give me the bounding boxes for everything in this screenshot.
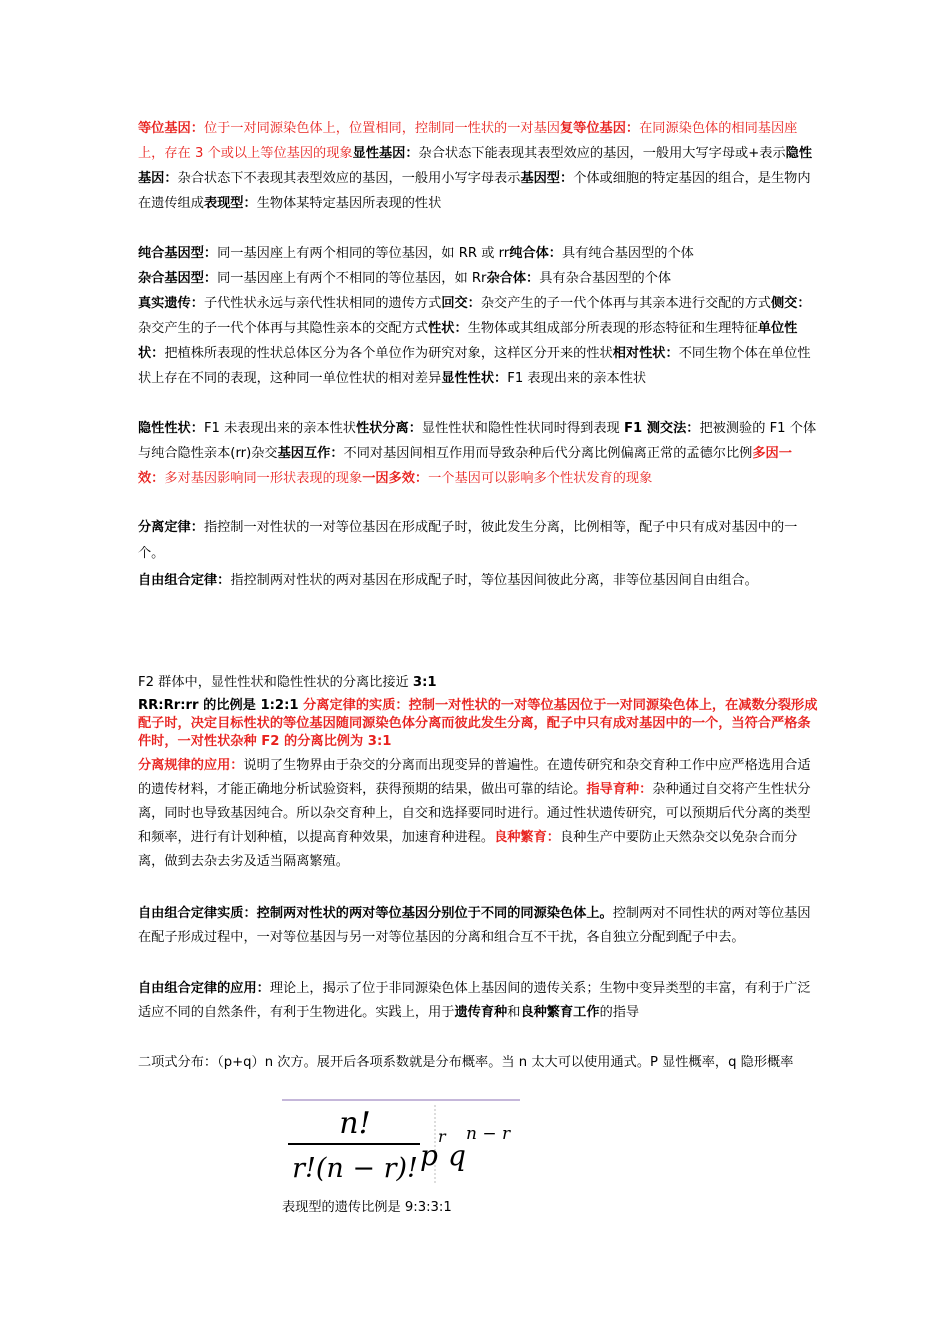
- bold-term: 良种繁育：: [494, 830, 560, 845]
- bold-term: 多因一效：: [138, 446, 792, 486]
- bold-term: 隐性基因：: [138, 146, 813, 186]
- text-run: 指控制两对性状的两对基因在形成配子时，等位基因间彼此分离，非等位基因间自由组合。: [230, 573, 758, 588]
- bold-term: 3:1: [412, 675, 437, 690]
- bold-term: 分离规律的应用：: [138, 758, 244, 773]
- text-run: 具有纯合基因型的个体: [561, 246, 694, 261]
- bold-term: 回交：: [441, 296, 481, 311]
- bold-term: 一因多效：: [362, 471, 429, 486]
- text-run: 子代性状永远与亲代性状相同的遗传方式: [203, 296, 442, 311]
- text-run: 在同源染色体的相同基因座上，存在 3 个或以上等位基因的现象: [138, 121, 798, 161]
- formula-q: q: [448, 1139, 466, 1172]
- formula-denominator: r!(n − r)!: [292, 1153, 418, 1184]
- paragraph-law-of-segregation: [138, 515, 818, 567]
- formula-p: p: [420, 1139, 438, 1172]
- text-run: 理论上，揭示了位于非同源染色体上基因间的遗传关系；生物中变异类型的丰富，有利于广泛适应不同的自然条件，有利于生物进化。实践上，用于: [138, 981, 811, 1020]
- text-run: 同一基因座上有两个不相同的等位基因，如 Rr: [217, 271, 487, 286]
- paragraph-law-of-independent-assortment: [138, 568, 818, 594]
- text-run: 位于一对同源染色体上，位置相同，控制同一性状的一对基因: [203, 121, 560, 136]
- paragraph-trait-definitions: [138, 291, 818, 391]
- text-run: 把被测验的 F1 个体与纯合隐性亲本(rr)杂交: [138, 421, 817, 461]
- text-run: 说明了生物界由于杂交的分离而出现变异的普遍性。在遗传研究和杂交育种工作中应严格选用合适的遗传材料，才能正确地分析试验资料，获得预期的结果，做出可靠的结论。: [138, 758, 811, 797]
- text-run: 杂交产生的子一代个体再与其亲本进行交配的方式: [480, 296, 771, 311]
- paragraph-allele-definitions: [138, 116, 818, 216]
- paragraph-segregation-application: [138, 754, 818, 874]
- bold-term: 杂合体：: [486, 271, 540, 286]
- bold-term: 显性性状：: [441, 371, 508, 386]
- text-run: 生物体或其组成部分所表现的形态特征和生理特征: [467, 321, 758, 336]
- text-run: F2 群体中，显性性状和隐性性状的分离比接近: [138, 675, 413, 690]
- bold-term: 杂合基因型：: [138, 271, 218, 286]
- text-run: F1 未表现出来的亲本性状: [203, 421, 356, 436]
- text-run: 一个基因可以影响多个性状发育的现象: [428, 471, 653, 486]
- formula-q-exponent: n − r: [466, 1124, 511, 1144]
- text-run: 多对基因影响同一形状表现的现象: [164, 471, 363, 486]
- text-run: 良种生产中要防止天然杂交以免杂合而分离，做到去杂去劣及适当隔离繁殖。: [138, 830, 798, 869]
- text-run: 控制两对不同性状的两对等位基因在配子形成过程中，一对等位基因与另一对等位基因的分离和组合互不干扰，各自独立分配到配子中去。: [138, 906, 811, 945]
- paragraph-segregation-essence: [138, 697, 818, 751]
- paragraph-recessive-traits: [138, 416, 818, 491]
- bold-term: 指导育种：: [586, 782, 653, 797]
- bold-term: 真实遗传：: [138, 296, 204, 311]
- bold-term: 控制一对性状的一对等位基因位于一对同源染色体上，在减数分裂形成配子时，决定目标性状的等位基因随同源染色体分离而彼此发生分离，配子中只有成对基因中的一个，当符合严格条件时，一对性状杂种 F2 的分离比例为 3:1: [138, 698, 818, 749]
- bold-term: 复等位基因：: [560, 121, 640, 136]
- bold-term: 纯合体：: [509, 246, 562, 261]
- bold-term: 基因型：: [520, 171, 574, 186]
- text-run: 显性性状和隐性性状同时得到表现: [421, 421, 624, 436]
- text-run: 杂种通过自交将产生性状分离，同时也导致基因纯合。所以杂交育种上，自交和选择要同时进行。通过性状遗传研究，可以预期后代分离的类型和频率，进行有计划种植，以提高育种效果，加速育种进程。: [138, 782, 811, 845]
- bold-term: 等位基因：: [138, 121, 204, 136]
- paragraph-assortment-essence: [138, 902, 818, 950]
- bold-term: 自由组合定律的应用：: [138, 981, 270, 996]
- text-run: 同一基因座上有两个相同的等位基因，如 RR 或 rr: [217, 246, 510, 261]
- bold-term: 良种繁育工作: [520, 1005, 600, 1020]
- text-run: 指控制一对性状的一对等位基因在形成配子时，彼此发生分离，比例相等，配子中只有成对基因中的一个。: [138, 520, 798, 561]
- bold-term: 单位性状：: [138, 321, 798, 361]
- text-run: 杂合状态下不表现其表型效应的基因，一般用小写字母表示: [177, 171, 521, 186]
- bold-term: 遗传育种: [454, 1005, 508, 1020]
- text-run: 和: [507, 1005, 521, 1020]
- bold-term: 基因互作：: [277, 446, 344, 461]
- text-run: 杂合状态下能表现其表型效应的基因，一般用大写字母或+表示: [418, 146, 786, 161]
- bold-term: 自由组合定律实质：控制两对性状的两对等位基因分别位于不同的同源染色体上。: [138, 906, 613, 921]
- text-run: 个体或细胞的特定基因的组合，是生物内在遗传组成: [138, 171, 811, 211]
- bold-term: 自由组合定律：: [138, 573, 231, 588]
- text-run: 具有杂合基因型的个体: [539, 271, 672, 286]
- text-run: 不同生物个体在单位性状上存在不同的表现，这种同一单位性状的相对差异: [138, 346, 811, 386]
- bold-term: 分离定律：: [138, 520, 204, 535]
- paragraph-heterozygous: [138, 266, 818, 291]
- paragraph-binomial-distribution: [138, 1054, 818, 1072]
- bold-term: F1 测交法：: [623, 421, 700, 436]
- bold-term: 纯合基因型：: [138, 246, 218, 261]
- bold-term: 性状分离：: [355, 421, 422, 436]
- text-run: 杂交产生的子一代个体再与其隐性亲本的交配方式: [138, 321, 429, 336]
- binomial-formula-image: [280, 1097, 520, 1189]
- bold-term: 隐性性状：: [138, 421, 204, 436]
- bold-term: 相对性状：: [612, 346, 679, 361]
- bold-term: 性状：: [428, 321, 468, 336]
- paragraph-f2-ratio: [138, 671, 818, 695]
- formula-numerator: n!: [339, 1106, 371, 1141]
- formula-p-exponent: r: [438, 1127, 446, 1146]
- phenotype-ratio-caption: 表现型的遗传比例是 9:3:3:1: [282, 1200, 452, 1215]
- paragraph-assortment-application: [138, 977, 818, 1025]
- bold-term: 表现型：: [203, 196, 257, 211]
- text-run: 二项式分布：（p+q）n 次方。展开后各项系数就是分布概率。当 n 太大可以使用通式。P 显性概率，q 隐形概率: [138, 1055, 794, 1070]
- text-run: 的指导: [599, 1005, 640, 1020]
- bold-term: 侧交：: [771, 296, 811, 311]
- paragraph-homozygous: [138, 241, 818, 266]
- text-run: 不同对基因间相互作用而导致杂种后代分离比例偏离正常的孟德尔比例: [343, 446, 753, 461]
- bold-term: 分离定律的实质：: [303, 698, 409, 713]
- bold-term: 显性基因：: [352, 146, 419, 161]
- text-run: 生物体某特定基因所表现的性状: [256, 196, 442, 211]
- text-run: 把植株所表现的性状总体区分为各个单位作为研究对象，这样区分开来的性状: [164, 346, 613, 361]
- bold-term: RR:Rr:rr 的比例是 1:2:1: [138, 698, 304, 713]
- text-run: F1 表现出来的亲本性状: [507, 371, 647, 386]
